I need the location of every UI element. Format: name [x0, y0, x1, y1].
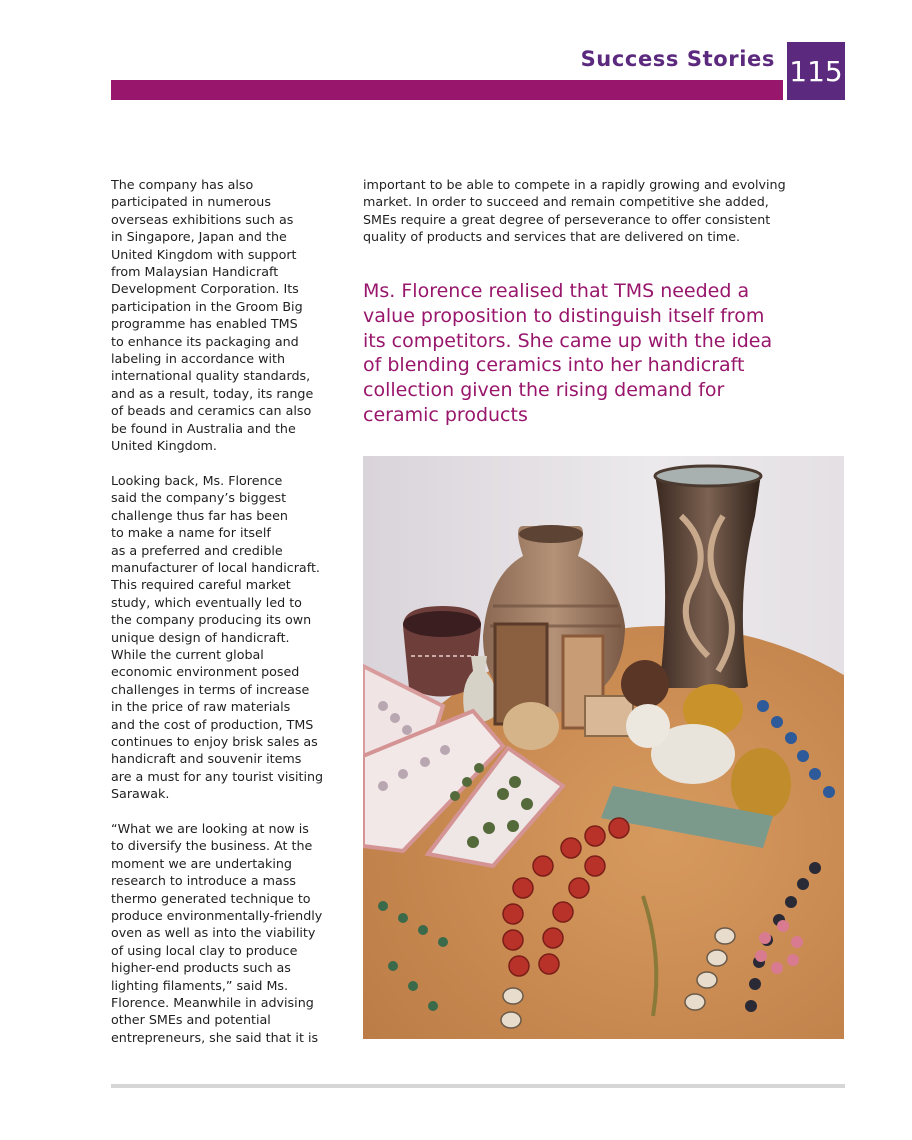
left-column [111, 176, 347, 1064]
paragraph-exhibitions: The company has also participated in numerous overseas exhibitions such as in Singapore, Japan and the United Kingdom with support from Malaysian Handicraft Development Corporation. Its participation in the Groom Big programme has enabled TMS to enhance its packaging and labeling in accordance with international quality standards, and as a result, today, its range of beads and ceramics can also be found in Australia and the United Kingdom. [111, 177, 314, 454]
right-column-text: important to be able to compete in a rapidly growing and evolving market. In order to succeed and remain competitive she added, SMEs require a great degree of perseverance to offer consistent quality of products and services that are delivered on time. [363, 177, 786, 245]
page-number: 115 [787, 42, 845, 100]
paragraph-challenges: Looking back, Ms. Florence said the company’s biggest challenge thus far has been to make a name for itself as a preferred and credible manufacturer of local handicraft. This required careful market study, which eventually led to the company producing its own unique design of handicraft. While the current global economic environment posed challenges in terms of increase in the price of raw materials and the cost of production, TMS continues to enjoy brisk sales as handicraft and souvenir items are a must for any tourist visiting Sarawak. [111, 472, 324, 802]
pull-quote: Ms. Florence realised that TMS needed a value proposition to distinguish itself from its competitors. She came up with the idea of blending ceramics into her handicraft collection given the rising demand for ceramic products [363, 280, 773, 426]
paragraph-diversify: “What we are looking at now is to diversify the business. At the moment we are undertaking research to introduce a mass thermo generated technique to produce environmentally-friendly oven as well as into the viability of using local clay to produce higher-end products such as lighting filaments,” said Ms. Florence. Meanwhile in advising other SMEs and potential entrepreneurs, she said that it is [111, 821, 323, 1045]
handicraft-photo [363, 456, 844, 1039]
footer-rule [111, 1084, 845, 1088]
section-title: Success Stories [580, 47, 775, 71]
header-bar [111, 80, 783, 100]
